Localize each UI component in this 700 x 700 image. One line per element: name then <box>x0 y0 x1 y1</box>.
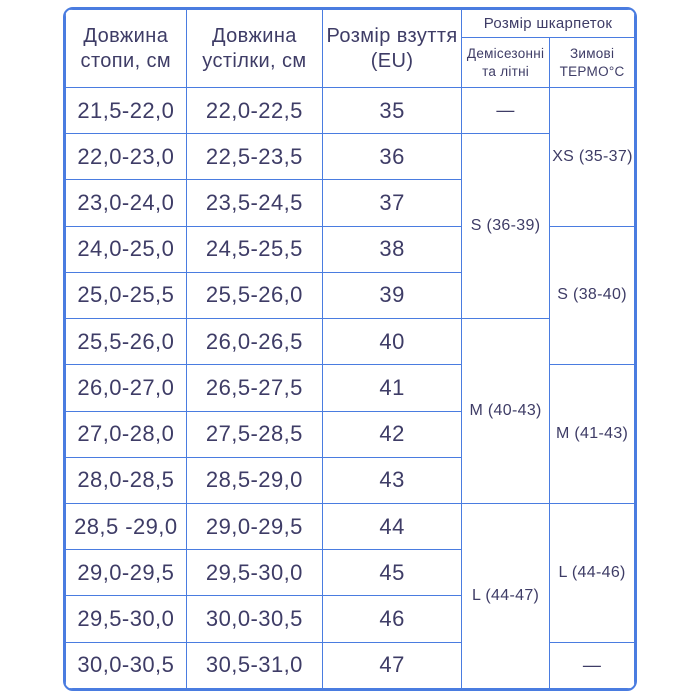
insole-length-cell: 29,5-30,0 <box>186 550 323 596</box>
table-row <box>66 503 635 549</box>
header-shoe-size-eu: Розмір взуття (EU) <box>323 10 462 88</box>
eu-size-cell: 39 <box>323 272 462 318</box>
eu-size-cell: 45 <box>323 550 462 596</box>
foot-length-cell: 28,5 -29,0 <box>66 503 187 549</box>
header-foot-length: Довжина стопи, см <box>66 10 187 88</box>
eu-size-cell: 37 <box>323 180 462 226</box>
winter-sock-cell: XS (35-37) <box>550 88 635 227</box>
insole-length-cell: 26,0-26,5 <box>186 319 323 365</box>
eu-size-cell: 42 <box>323 411 462 457</box>
demi-sock-cell: L (44-47) <box>462 503 550 688</box>
table-row <box>66 642 635 688</box>
table-row <box>66 226 635 272</box>
header-demi-season-socks: Демісезонні та літні <box>462 38 550 88</box>
foot-length-cell: 24,0-25,0 <box>66 226 187 272</box>
insole-length-cell: 24,5-25,5 <box>186 226 323 272</box>
foot-length-cell: 29,5-30,0 <box>66 596 187 642</box>
size-table <box>65 9 635 689</box>
insole-length-cell: 22,5-23,5 <box>186 134 323 180</box>
header-row-top <box>66 10 635 38</box>
header-sock-size-group: Розмір шкарпеток <box>462 10 635 38</box>
foot-length-cell: 28,0-28,5 <box>66 457 187 503</box>
winter-sock-cell: M (41-43) <box>550 365 635 504</box>
foot-length-cell: 23,0-24,0 <box>66 180 187 226</box>
eu-size-cell: 40 <box>323 319 462 365</box>
foot-length-cell: 25,5-26,0 <box>66 319 187 365</box>
header-insole-length: Довжина устілки, см <box>186 10 323 88</box>
insole-length-cell: 23,5-24,5 <box>186 180 323 226</box>
insole-length-cell: 26,5-27,5 <box>186 365 323 411</box>
eu-size-cell: 47 <box>323 642 462 688</box>
foot-length-cell: 21,5-22,0 <box>66 88 187 134</box>
foot-length-cell: 30,0-30,5 <box>66 642 187 688</box>
insole-length-cell: 30,0-30,5 <box>186 596 323 642</box>
eu-size-cell: 35 <box>323 88 462 134</box>
table-row <box>66 365 635 411</box>
insole-length-cell: 28,5-29,0 <box>186 457 323 503</box>
eu-size-cell: 41 <box>323 365 462 411</box>
eu-size-cell: 46 <box>323 596 462 642</box>
winter-sock-cell: S (38-40) <box>550 226 635 365</box>
foot-length-cell: 29,0-29,5 <box>66 550 187 596</box>
foot-length-cell: 25,0-25,5 <box>66 272 187 318</box>
foot-length-cell: 26,0-27,0 <box>66 365 187 411</box>
eu-size-cell: 44 <box>323 503 462 549</box>
winter-sock-cell: — <box>550 642 635 688</box>
foot-length-cell: 22,0-23,0 <box>66 134 187 180</box>
table-header <box>66 10 635 88</box>
header-winter-thermo-socks: Зимові ТЕРМО°С <box>550 38 635 88</box>
eu-size-cell: 38 <box>323 226 462 272</box>
winter-sock-cell: L (44-46) <box>550 503 635 642</box>
insole-length-cell: 27,5-28,5 <box>186 411 323 457</box>
insole-length-cell: 29,0-29,5 <box>186 503 323 549</box>
insole-length-cell: 22,0-22,5 <box>186 88 323 134</box>
shoe-sock-size-chart <box>63 7 637 691</box>
insole-length-cell: 25,5-26,0 <box>186 272 323 318</box>
eu-size-cell: 36 <box>323 134 462 180</box>
demi-sock-cell: — <box>462 88 550 134</box>
table-row <box>66 319 635 365</box>
table-row <box>66 134 635 180</box>
table-row <box>66 88 635 134</box>
demi-sock-cell: M (40-43) <box>462 319 550 504</box>
demi-sock-cell: S (36-39) <box>462 134 550 319</box>
table-body <box>66 88 635 689</box>
eu-size-cell: 43 <box>323 457 462 503</box>
insole-length-cell: 30,5-31,0 <box>186 642 323 688</box>
foot-length-cell: 27,0-28,0 <box>66 411 187 457</box>
